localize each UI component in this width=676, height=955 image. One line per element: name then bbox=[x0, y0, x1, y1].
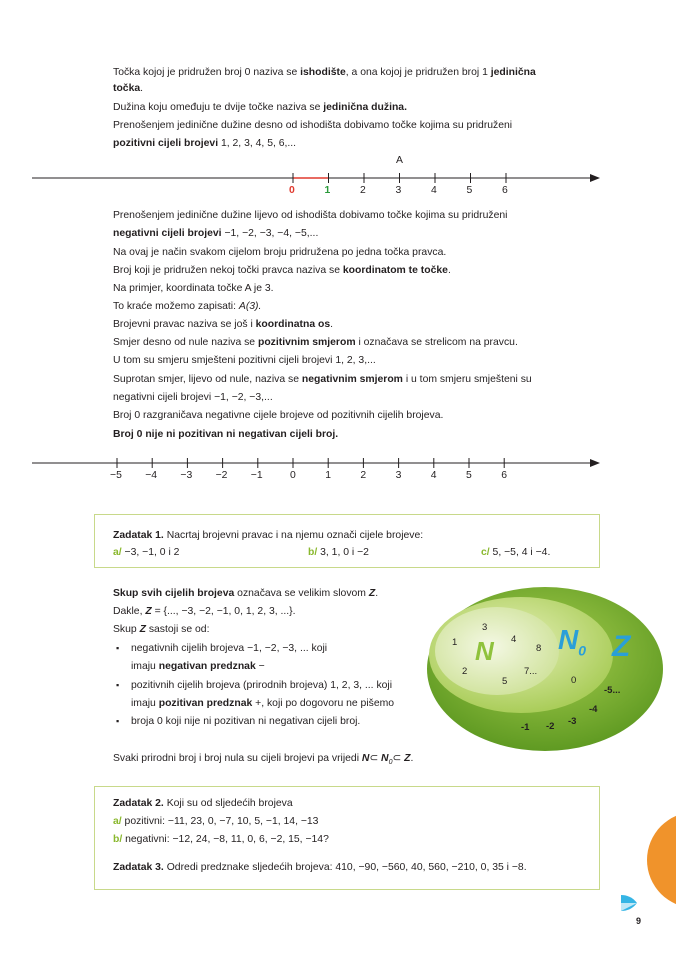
tick-label: −4 bbox=[145, 470, 158, 481]
venn-negative-number: -5... bbox=[604, 685, 621, 696]
mid-line-13: Broj 0 nije ni pozitivan ni negativan cijeli broj. bbox=[113, 429, 339, 440]
page-number: 9 bbox=[636, 916, 642, 926]
venn-natural-number: 2 bbox=[462, 666, 468, 677]
mid-line-5: Na primjer, koordinata točke A je 3. bbox=[113, 283, 274, 294]
tick-label: 5 bbox=[466, 470, 472, 481]
mid-line-6: To kraće možemo zapisati: A(3). bbox=[113, 301, 262, 312]
point-a-label: A bbox=[396, 155, 403, 166]
mid-line-2: negativni cijeli brojevi −1, −2, −3, −4, −5,... bbox=[113, 228, 319, 239]
int-bullet-1b: imaju negativan predznak − bbox=[131, 661, 265, 672]
intro-line-4: Prenošenjem jedinične dužine desno od ishodišta dobivamo točke kojima su pridruženi bbox=[113, 120, 513, 131]
mid-line-10: Suprotan smjer, lijevo od nule, naziva se negativnim smjerom i u tom smjeru smješteni su bbox=[113, 374, 532, 385]
tick-label: −2 bbox=[215, 470, 228, 481]
orange-circle bbox=[647, 812, 676, 908]
task-2-b: b/ negativni: −12, 24, −8, 11, 0, 6, −2, 15, −14? bbox=[113, 834, 329, 845]
int-line-1: Skup svih cijelih brojeva označava se velikim slovom Z. bbox=[113, 588, 379, 599]
intro-line-3: Dužina koju omeđuju te dvije točke naziva se jedinična dužina. bbox=[113, 102, 407, 113]
venn-natural-number: 5 bbox=[502, 676, 508, 687]
tick-label: 4 bbox=[431, 185, 437, 196]
task-3-line: Zadatak 3. Odredi predznake sljedećih brojeva: 410, −90, −560, 40, 560, −210, 0, 35 i −8. bbox=[113, 862, 527, 873]
mid-line-12: Broj 0 razgraničava negativne cijele brojeve od pozitivnih cijelih brojeva. bbox=[113, 410, 444, 421]
venn-negative-number: -3 bbox=[568, 716, 577, 727]
task-1-c: c/ 5, −5, 4 i −4. bbox=[481, 547, 551, 558]
int-bullet-1a: negativnih cijelih brojeva −1, −2, −3, ... koji bbox=[131, 643, 328, 654]
bullet-1: ▪ bbox=[116, 643, 120, 653]
venn-natural-number: 1 bbox=[452, 637, 458, 648]
number-line-integers bbox=[0, 450, 676, 480]
int-line-2: Dakle, Z = {..., −3, −2, −1, 0, 1, 2, 3, ...}. bbox=[113, 606, 296, 617]
venn-label-z: Z bbox=[612, 630, 631, 663]
venn-negative-number: -4 bbox=[589, 704, 598, 715]
int-bullet-2b: imaju pozitivan predznak +, koji po dogovoru ne pišemo bbox=[131, 698, 395, 709]
venn-negative-number: -1 bbox=[521, 722, 530, 733]
tick-label: 5 bbox=[466, 185, 473, 196]
axis-arrow bbox=[590, 174, 600, 182]
task-2-line: Zadatak 2. Koji su od sljedećih brojeva bbox=[113, 798, 293, 809]
venn-natural-number: 4 bbox=[511, 634, 517, 645]
venn-natural-number: 8 bbox=[536, 643, 542, 654]
tick-label: 6 bbox=[502, 185, 508, 196]
bullet-2: ▪ bbox=[116, 680, 120, 690]
int-summary: Svaki prirodni broj i broj nula su cijeli brojevi pa vrijedi N⊂ $N_0\subset$ Z. bbox=[113, 753, 414, 767]
venn-negative-number: -2 bbox=[546, 721, 555, 732]
task-2-a: a/ pozitivni: −11, 23, 0, −7, 10, 5, −1, 14, −13 bbox=[113, 816, 319, 827]
tick-label: −1 bbox=[250, 470, 263, 481]
task-1-b: b/ 3, 1, 0 i −2 bbox=[308, 547, 369, 558]
venn-label-n0: $N_0$ bbox=[558, 624, 587, 659]
mid-line-3: Na ovaj je način svakom cijelom broju pridružena po jedna točka pravca. bbox=[113, 247, 447, 258]
intro-line-5: pozitivni cijeli brojevi 1, 2, 3, 4, 5, 6,... bbox=[113, 138, 297, 149]
int-bullet-3: broja 0 koji nije ni pozitivan ni negativan cijeli broj. bbox=[131, 716, 361, 727]
mid-line-1: Prenošenjem jedinične dužine lijevo od ishodišta dobivamo točke kojima su pridruženi bbox=[113, 210, 508, 221]
tick-label: 0 bbox=[290, 470, 296, 481]
bullet-3: ▪ bbox=[116, 716, 120, 726]
tick-label: 1 bbox=[324, 185, 331, 196]
venn-label-n: N bbox=[475, 636, 494, 666]
int-line-3: Skup Z sastoji se od: bbox=[113, 624, 210, 635]
venn-natural-number: 7... bbox=[524, 666, 538, 677]
intro-line-2: točka. bbox=[113, 83, 144, 94]
tick-label: 0 bbox=[289, 185, 295, 196]
tick-label: −5 bbox=[110, 470, 122, 481]
venn-zero: 0 bbox=[571, 675, 577, 686]
tick-label: 2 bbox=[360, 470, 367, 481]
task-1-line: Zadatak 1. Nacrtaj brojevni pravac i na njemu označi cijele brojeve: bbox=[113, 530, 424, 541]
tick-label: 3 bbox=[395, 470, 402, 481]
mid-line-8: Smjer desno od nule naziva se pozitivnim smjerom i označava se strelicom na pravcu. bbox=[113, 337, 518, 348]
mid-line-11: negativni cijeli brojevi −1, −2, −3,... bbox=[113, 392, 273, 403]
task-1-a: a/ −3, −1, 0 i 2 bbox=[113, 547, 180, 558]
tick-label: −3 bbox=[180, 470, 193, 481]
tick-label: 2 bbox=[360, 185, 366, 196]
mid-line-9: U tom su smjeru smješteni pozitivni cijeli brojevi 1, 2, 3,... bbox=[113, 355, 376, 366]
int-bullet-2a: pozitivnih cijelih brojeva (prirodnih brojeva) 1, 2, 3, ... koji bbox=[131, 680, 393, 691]
mid-line-4: Broj koji je pridružen nekoj točki pravca naziva se koordinatom te točke. bbox=[113, 265, 451, 276]
tick-label: 6 bbox=[501, 470, 507, 481]
page-corner-icon bbox=[619, 893, 641, 915]
number-line-positive bbox=[0, 150, 676, 200]
tick-label: 4 bbox=[430, 470, 437, 481]
axis-arrow-2 bbox=[590, 459, 600, 467]
mid-line-7: Brojevni pravac naziva se još i koordinatna os. bbox=[113, 319, 334, 330]
tick-label: 3 bbox=[395, 185, 402, 196]
tick-label: 1 bbox=[325, 470, 331, 481]
venn-natural-number: 3 bbox=[482, 622, 488, 633]
intro-line-1: Točka kojoj je pridružen broj 0 naziva se ishodište, a ona kojoj je pridružen broj 1 jedinična bbox=[113, 67, 536, 78]
